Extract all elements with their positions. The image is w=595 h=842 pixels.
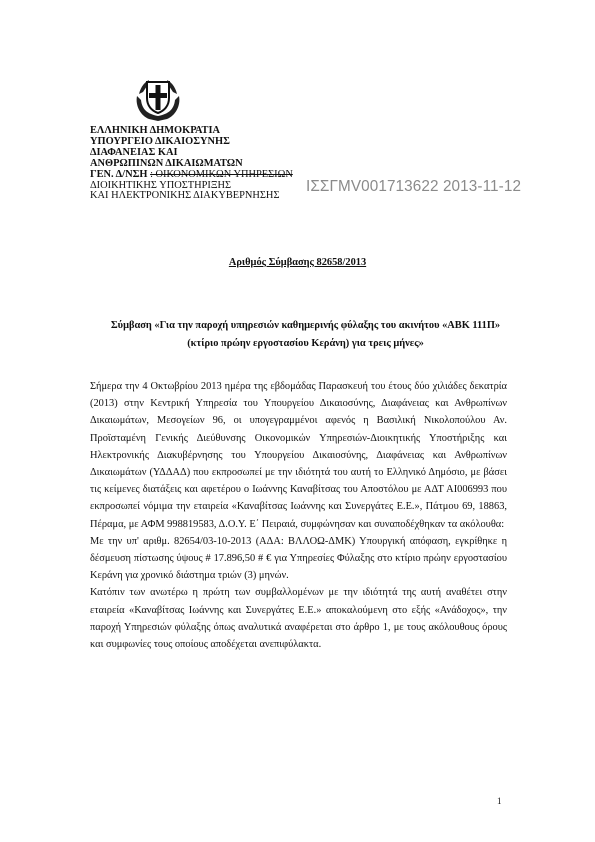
page-number: 1	[497, 796, 502, 806]
protocol-stamp: ΙΣΣΓΜV001713622 2013-11-12	[306, 178, 522, 195]
header-line-transparency: ΔΙΑΦΑΝΕΙΑΣ ΚΑΙ	[90, 146, 178, 158]
header-line-admin-support: ΔΙΟΙΚΗΤΙΚΗΣ ΥΠΟΣΤΗΡΙΞΗΣ	[90, 179, 232, 191]
header-line-egovernance: ΚΑΙ ΗΛΕΚΤΡΟΝΙΚΗΣ ΔΙΑΚΥΒΕΡΝΗΣΗΣ	[90, 190, 280, 202]
contract-body	[90, 378, 507, 653]
contract-number-title: Αριθμός Σύμβασης 82658/2013	[228, 257, 367, 268]
gen-dir-value: : ΟΙΚΟΝΟΜΙΚΩΝ ΥΠΗΡΕΣΙΩΝ	[150, 168, 293, 180]
contract-subject: Σύμβαση «Για την παροχή υπηρεσιών καθημερινής φύλαξης του ακινήτου «ΑΒΚ 111Π» (κτίριο πρώην εργοστασίου Κεράνη) για τρεις μήνες»	[110, 320, 501, 349]
greek-coat-of-arms-icon	[133, 76, 183, 122]
paragraph-parties: Σήμερα την 4 Οκτωβρίου 2013 ημέρα της εβδομάδας Παρασκευή του έτους δύο χιλιάδες δεκατρία (2013) στην Κεντρική Υπηρεσία του Υπουργείου Δικαιοσύνης, Διαφάνειας και Ανθρωπίνων Δικαιωμάτων, Μεσογείων 96, οι υπογεγραμμένοι αφενός η Βασιλική Νικολοπούλου Αν. Προϊσταμένη Γενικής Διεύθυνσης Οικονομικών Υπηρεσιών-Διοικητικής Υποστήριξης και Ηλεκτρονικής Διακυβέρνησης του Υπουργείου Δικαιοσύνης, Διαφάνειας και Ανθρωπίνων Δικαιωμάτων (ΥΔΔΑΔ) που εκπροσωπεί με την ιδιότητά του αυτή το Ελληνικό Δημόσιο, με βάσει τις κείμενες διατάξεις και αφετέρου ο Ιωάννης Καναβίτσας του Αποστόλου με ΑΔΤ ΑΙ006993 που εκπροσωπεί νόμιμα την εταιρεία «Καναβίτσας Ιωάννης και Συνεργάτες Ε.Ε.», Πάτμου 69, 18863, Πέραμα, με ΑΦΜ 998819583, Δ.Ο.Υ. Ε΄ Πειραιά, συμφώνησαν και συναποδέχθηκαν τα ακόλουθα:	[90, 381, 507, 530]
paragraph-assignment: Κατόπιν των ανωτέρω η πρώτη των συμβαλλομένων με την ιδιότητά της αυτή αναθέτει στην εταιρεία «Καναβίτσας Ιωάννης και Συνεργάτες Ε.Ε.» αποκαλούμενη στο εξής «Ανάδοχος», την παροχή Υπηρεσιών φύλαξης όπως αναλυτικά αναφέρεται στο άρθρο 1, με τους ακόλουθους όρους και συμφωνίες τους οποίους αποδέχεται ανεπιφύλακτα.	[90, 587, 507, 651]
paragraph-decision: Με την υπ' αριθμ. 82654/03-10-2013 (ΑΔΑ: ΒΛΛΟΩ-ΔΜΚ) Υπουργική απόφαση, εγκρίθηκε η δέσμευση πίστωσης ύψους # 17.896,50 # € για Υπηρεσίες Φύλαξης στο κτίριο πρώην εργοστασίου Κεράνη για χρονικό διάστημα τριών (3) μηνών.	[90, 535, 507, 582]
gen-dir-label: ΓΕΝ. Δ/ΝΣΗ	[90, 168, 148, 180]
header-line-human-rights: ΑΝΘΡΩΠΙΝΩΝ ΔΙΚΑΙΩΜΑΤΩΝ	[90, 157, 243, 169]
header-line-republic: ΕΛΛΗΝΙΚΗ ΔΗΜΟΚΡΑΤΙΑ	[90, 125, 221, 136]
header-line-ministry: ΥΠΟΥΡΓΕΙΟ ΔΙΚΑΙΟΣΥΝΗΣ	[90, 135, 230, 147]
